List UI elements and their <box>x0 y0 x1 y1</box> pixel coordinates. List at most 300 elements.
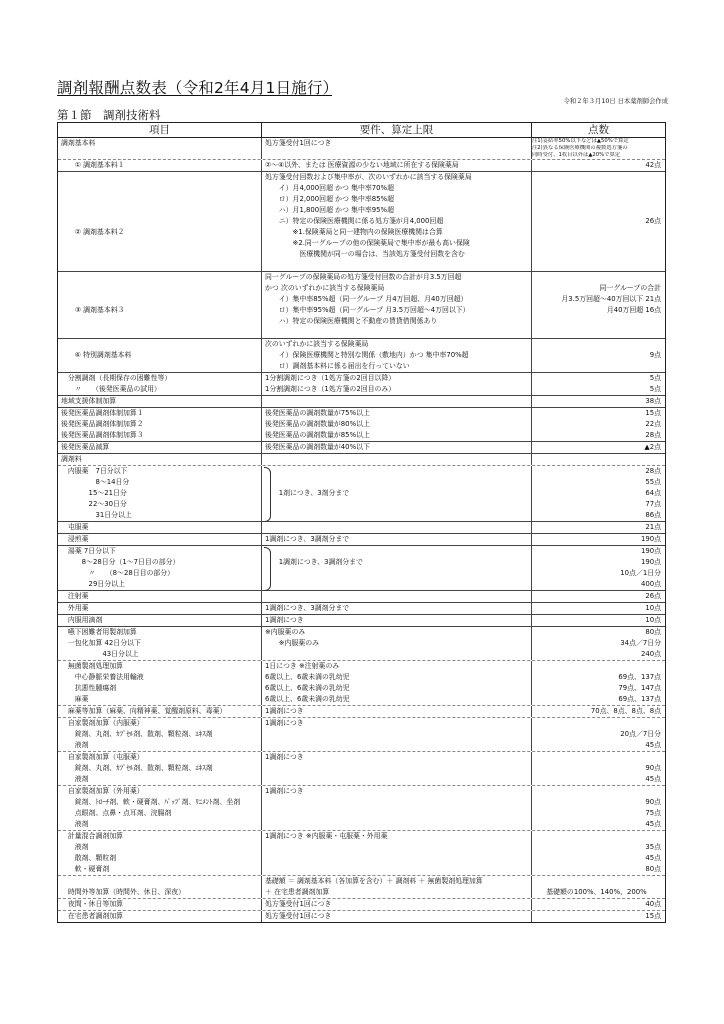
cell-line: 15点 <box>645 409 661 417</box>
cell-line: 1調剤につき <box>265 707 304 715</box>
cell-line: 液剤 <box>61 775 89 783</box>
cell-line <box>61 172 261 183</box>
cell-line: 8～28日分（1～7日目の部分） <box>61 558 180 566</box>
cell-line: 後発医薬品の調剤数量が85%以上 <box>265 431 370 439</box>
cell-line: 40点 <box>645 900 661 908</box>
cell-line <box>265 819 531 830</box>
points-cell <box>532 454 665 465</box>
cell-line <box>61 283 261 294</box>
cell-line <box>532 831 661 842</box>
requirement-cell <box>262 272 532 338</box>
table-row <box>58 454 665 466</box>
cell-line: 34点／7日分 <box>620 639 661 647</box>
cell-line <box>265 260 531 271</box>
cell-line: 1調剤につき <box>265 753 304 761</box>
cell-line <box>532 752 661 763</box>
cell-line: ※内服薬のみ <box>265 639 320 647</box>
table-body <box>58 138 665 922</box>
cell-line: 錠剤、ﾄﾛｰﾁ剤、軟・硬膏剤、ﾊﾟｯﾌﾟ剤、ﾘﾆﾒﾝﾄ剤、坐剤 <box>61 798 241 806</box>
cell-line <box>61 216 261 227</box>
cell-line: 液剤 <box>61 820 89 828</box>
cell-line: 注1)妥結率50%以下などは▲50%で算定 <box>532 138 629 144</box>
cell-line: 後発医薬品の調剤数量が80%以上 <box>265 420 370 428</box>
points-cell <box>532 661 665 705</box>
cell-line: 64点 <box>645 489 661 497</box>
cell-line: 10点 <box>645 616 661 624</box>
cell-line: 400点 <box>640 580 661 588</box>
item-cell <box>58 408 262 441</box>
cell-line: 45点 <box>645 775 661 783</box>
cell-line: 液剤 <box>61 843 89 851</box>
cell-line: 26点 <box>645 217 661 225</box>
section-heading: 第１節 調剤技術料 <box>57 108 161 122</box>
cell-line: 1調剤につき、3調剤分まで <box>265 558 363 566</box>
cell-line <box>265 454 531 465</box>
cell-line: 190点 <box>640 547 661 555</box>
cell-line: 1調剤につき、3調剤分まで <box>265 604 350 612</box>
requirement-cell <box>262 591 532 602</box>
cell-line <box>265 510 531 521</box>
cell-line: ②～④以外、または 医療資源の少ない地域に所在する保険薬局 <box>265 161 459 169</box>
item-cell <box>58 339 262 372</box>
cell-line: 1剤につき、3剤分まで <box>265 489 350 497</box>
table-row <box>58 831 665 876</box>
cell-line <box>265 808 531 819</box>
cell-line: 湯薬 7日分以下 <box>61 547 116 555</box>
cell-line: 点眼剤、点鼻・点耳剤、浣腸剤 <box>61 809 172 817</box>
item-cell <box>58 718 262 751</box>
cell-line: 調剤基本料 <box>61 139 96 147</box>
cell-line: 1調剤につき <box>265 787 304 795</box>
cell-line: 22～30日分 <box>61 500 127 508</box>
cell-line: 注2)異なる保険医療機関の複数処方箋の <box>532 145 628 151</box>
cell-line: 10点／1日分 <box>620 569 661 577</box>
cell-line <box>265 649 531 660</box>
table-row <box>58 603 665 615</box>
points-cell <box>532 899 665 910</box>
item-cell <box>58 272 262 338</box>
points-cell <box>532 718 665 751</box>
cell-line: 月3.5万回超～40万回以下 21点 <box>561 295 661 303</box>
requirement-cell <box>262 138 532 159</box>
points-cell <box>532 396 665 407</box>
table-row <box>58 172 665 272</box>
item-cell <box>58 661 262 705</box>
cell-line <box>265 763 531 774</box>
cell-line: 内服薬 7日分以下 <box>61 467 128 475</box>
cell-line <box>265 797 531 808</box>
table-row <box>58 786 665 831</box>
cell-line: 錠剤、丸剤、ｶﾌﾟｾﾙ剤、散剤、顆粒剤、ｴｷｽ剤 <box>61 764 213 772</box>
cell-line: 28点 <box>645 431 661 439</box>
cell-line: 外用薬 <box>61 604 89 612</box>
cell-line <box>265 522 531 533</box>
date-note: 令和２年３月10日 日本薬剤師会作成 <box>563 98 668 105</box>
item-cell <box>58 615 262 626</box>
table-row <box>58 591 665 603</box>
cell-line <box>265 740 531 751</box>
cell-line: 後発医薬品調剤体制加算３ <box>61 431 144 439</box>
cell-line <box>532 238 661 249</box>
requirement-cell <box>262 172 532 271</box>
cell-line: 15～21日分 <box>61 489 127 497</box>
cell-line: 注射薬 <box>61 592 89 600</box>
cell-line: 後発医薬品の調剤数量が40%以下 <box>265 443 370 451</box>
item-cell <box>58 911 262 922</box>
cell-line <box>532 454 661 465</box>
cell-line: 5点 <box>649 385 661 393</box>
points-cell <box>532 534 665 545</box>
cell-line: 一包化加算 42日分以下 <box>61 639 141 647</box>
table-row <box>58 752 665 786</box>
cell-line: 31日分以上 <box>61 511 132 519</box>
cell-line: 190点 <box>640 558 661 566</box>
points-cell <box>532 752 665 785</box>
requirement-cell <box>262 706 532 717</box>
cell-line: イ）月4,000回超 かつ 集中率70%超 <box>265 184 394 192</box>
cell-line: 内服用滴剤 <box>61 616 103 624</box>
cell-line: 240点 <box>640 650 661 658</box>
cell-line: ① 調剤基本料１ <box>61 161 125 169</box>
cell-line: 80点 <box>645 628 661 636</box>
cell-line: 自家製剤加算（内服薬） <box>61 719 144 727</box>
cell-line <box>61 183 261 194</box>
item-cell <box>58 899 262 910</box>
cell-line: 22点 <box>645 420 661 428</box>
table-row <box>58 718 665 752</box>
cell-line: 散剤、顆粒剤 <box>61 854 117 862</box>
cell-line: 5点 <box>649 374 661 382</box>
requirement-cell <box>262 615 532 626</box>
cell-line: 1調剤につき ※内服薬・屯服薬・外用薬 <box>265 832 388 840</box>
cell-line: イ）保険医療機関と特別な関係（敷地内）かつ 集中率70%超 <box>265 351 469 359</box>
table-row <box>58 706 665 718</box>
cell-line: 屯服薬 <box>61 523 89 531</box>
points-cell <box>532 786 665 830</box>
cell-line <box>265 591 531 602</box>
cell-line: 無菌製剤処理加算 <box>61 662 124 670</box>
header-points: 点数 <box>588 124 609 136</box>
cell-line: 6歳以上、6歳未満の乳幼児 <box>265 673 350 681</box>
cell-line: 21点 <box>645 523 661 531</box>
cell-line: 〃 （後発医薬品の試用） <box>61 385 161 393</box>
cell-line: 69点、137点 <box>618 673 661 681</box>
cell-line: ③ 調剤基本料３ <box>61 306 125 314</box>
cell-line: 90点 <box>645 798 661 806</box>
cell-line <box>61 339 261 350</box>
cell-line <box>532 272 661 283</box>
cell-line: 29日分以上 <box>61 580 125 588</box>
item-cell <box>58 396 262 407</box>
table-row <box>58 899 665 911</box>
requirement-cell <box>262 718 532 751</box>
cell-line: 中心静脈栄養法用輸液 <box>61 673 144 681</box>
cell-line: ロ）集中率95%超（同一グループ 月3.5万回超～4万回以下） <box>265 306 470 314</box>
cell-line <box>61 249 261 260</box>
item-cell <box>58 591 262 602</box>
cell-line: 45点 <box>645 820 661 828</box>
table-row <box>58 522 665 534</box>
cell-line <box>265 774 531 785</box>
item-cell <box>58 546 262 590</box>
cell-line: 1日につき ※注射薬のみ <box>265 662 340 670</box>
cell-line: 錠剤、丸剤、ｶﾌﾟｾﾙ剤、散剤、顆粒剤、ｴｷｽ剤 <box>61 730 213 738</box>
cell-line <box>532 172 661 183</box>
points-cell <box>532 442 665 453</box>
item-cell <box>58 627 262 660</box>
requirement-cell <box>262 603 532 614</box>
cell-line <box>265 396 531 407</box>
item-cell <box>58 831 262 875</box>
points-cell <box>532 615 665 626</box>
cell-line: 10点 <box>645 604 661 612</box>
cell-line: 86点 <box>645 511 661 519</box>
requirement-cell <box>262 899 532 910</box>
cell-line: 1分割調剤につき（1処方箋の2回目のみ） <box>265 385 396 393</box>
points-cell <box>532 172 665 271</box>
cell-line: 190点 <box>640 535 661 543</box>
requirement-cell <box>262 522 532 533</box>
cell-line: 次のいずれかに該当する保険薬局 <box>265 340 369 348</box>
points-cell <box>532 627 665 660</box>
table-row <box>58 408 665 442</box>
cell-line: 麻薬等加算（麻薬、向精神薬、覚醒剤原料、毒薬） <box>61 707 227 715</box>
cell-line: 35点 <box>645 843 661 851</box>
cell-line <box>265 864 531 875</box>
cell-line <box>532 339 661 350</box>
cell-line <box>61 260 261 271</box>
cell-line: ② 調剤基本料２ <box>61 228 125 236</box>
cell-line <box>532 260 661 271</box>
requirement-cell <box>262 831 532 875</box>
points-cell <box>532 160 665 171</box>
cell-line: 地域支援体制加算 <box>61 397 117 405</box>
table-row <box>58 534 665 546</box>
table-row <box>58 272 665 339</box>
cell-line: 42点 <box>645 161 661 169</box>
cell-line <box>61 238 261 249</box>
cell-line: 同時受付、1枚目以外は▲20%で算定 <box>532 152 621 158</box>
cell-line: 8～14日分 <box>61 478 130 486</box>
cell-line <box>532 327 661 338</box>
cell-line: 6歳以上、6歳未満の乳幼児 <box>265 695 350 703</box>
points-cell <box>532 831 665 875</box>
cell-line: 処方箋受付1回につき <box>265 139 332 147</box>
requirement-cell <box>262 466 532 521</box>
item-cell <box>58 373 262 395</box>
cell-line: 20点／7日分 <box>620 730 661 738</box>
points-cell <box>532 911 665 922</box>
cell-line: 1調剤につき、3調剤分まで <box>265 535 350 543</box>
requirement-cell <box>262 408 532 441</box>
item-cell <box>58 442 262 453</box>
cell-line <box>61 327 261 338</box>
cell-line: 夜間・休日等加算 <box>61 900 124 908</box>
cell-line: 処方箋受付1回につき <box>265 900 332 908</box>
cell-line: ※内服薬のみ <box>265 628 306 636</box>
cell-line: ロ）調剤基本料に係る届出を行っていない <box>265 362 410 370</box>
cell-line: 抗悪性腫瘍剤 <box>61 684 117 692</box>
points-cell <box>532 408 665 441</box>
requirement-cell <box>262 876 532 898</box>
cell-line: 1調剤につき <box>265 719 304 727</box>
cell-line: 在宅患者調剤加算 <box>61 912 124 920</box>
cell-line <box>265 327 531 338</box>
cell-line <box>532 316 661 327</box>
table-row <box>58 876 665 899</box>
table-row <box>58 160 665 172</box>
cell-line: 後発医薬品の調剤数量が75%以上 <box>265 409 370 417</box>
item-cell <box>58 752 262 785</box>
cell-line <box>532 361 661 372</box>
points-cell <box>532 706 665 717</box>
cell-line: 同一グループの保険薬局の処方箋受付回数の合計が月3.5万回超 <box>265 273 462 281</box>
header-requirements: 要件、算定上限 <box>262 123 532 137</box>
cell-line: 45点 <box>645 741 661 749</box>
cell-line: 77点 <box>645 500 661 508</box>
item-cell <box>58 138 262 159</box>
requirement-cell <box>262 160 532 171</box>
cell-line <box>265 477 531 488</box>
requirement-cell <box>262 911 532 922</box>
requirement-cell <box>262 546 532 590</box>
brace-mark <box>264 467 271 522</box>
cell-line <box>61 294 261 305</box>
cell-line: 後発医薬品減算 <box>61 443 110 451</box>
cell-line: かつ 次のいずれかに該当する保険薬局 <box>265 284 385 292</box>
cell-line <box>265 853 531 864</box>
cell-line: 38点 <box>645 397 661 405</box>
cell-line: 69点、137点 <box>618 695 661 703</box>
item-cell <box>58 160 262 171</box>
cell-line: ニ）特定の保険医療機関に係る処方箋が月4,000回超 <box>265 217 444 225</box>
cell-line: 26点 <box>645 592 661 600</box>
cell-line: 麻薬 <box>61 695 89 703</box>
cell-line: イ）集中率85%超（同一グループ 月4万回超、月40万回超） <box>265 295 468 303</box>
cell-line <box>265 546 531 557</box>
cell-line: 同一グループの合計 <box>599 284 661 292</box>
requirement-cell <box>262 396 532 407</box>
cell-line: 自家製剤加算（外用薬） <box>61 787 144 795</box>
cell-line <box>532 227 661 238</box>
item-cell <box>58 534 262 545</box>
cell-line <box>61 316 261 327</box>
cell-line <box>265 499 531 510</box>
cell-line <box>532 194 661 205</box>
cell-line <box>61 876 261 887</box>
cell-line: ▲2点 <box>644 443 661 451</box>
cell-line: 医療機関が同一の場合は、当該処方箋受付回数を含む <box>265 250 465 258</box>
cell-line: 45点 <box>645 854 661 862</box>
table-row <box>58 661 665 706</box>
title-underline <box>57 95 332 96</box>
points-cell <box>532 876 665 898</box>
cell-line: ④ 特別調剤基本料 <box>61 351 132 359</box>
cell-line: 〃 （8～28日目の部分） <box>61 569 175 577</box>
cell-line <box>265 466 531 477</box>
cell-line: 28点 <box>645 467 661 475</box>
cell-line: 処方箋受付回数および集中率が、次のいずれかに該当する保険薬局 <box>265 173 472 181</box>
table-row <box>58 442 665 454</box>
cell-line <box>265 842 531 853</box>
page-title: 調剤報酬点数表（令和2年4月1日施行） <box>57 79 339 97</box>
cell-line: ＋ 在宅患者調剤加算 <box>265 888 330 896</box>
cell-line: 後発医薬品調剤体制加算２ <box>61 420 144 428</box>
points-cell <box>532 466 665 521</box>
item-cell <box>58 876 262 898</box>
cell-line: 1調剤につき <box>265 616 304 624</box>
cell-line <box>61 272 261 283</box>
cell-line: 後発医薬品調剤体制加算１ <box>61 409 144 417</box>
cell-line <box>532 718 661 729</box>
table-row <box>58 466 665 522</box>
cell-line: 嚥下困難者用製剤加算 <box>61 628 137 636</box>
cell-line <box>265 568 531 579</box>
cell-line: 月40万回超 16点 <box>606 306 661 314</box>
item-cell <box>58 706 262 717</box>
item-cell <box>58 466 262 521</box>
cell-line <box>532 876 661 887</box>
requirement-cell <box>262 786 532 830</box>
table-row <box>58 546 665 591</box>
requirement-cell <box>262 373 532 395</box>
cell-line: 基礎額 ＝ 調剤基本料（各加算を含む）＋ 調剤料 ＋ 無菌製剤処理加算 <box>265 877 483 885</box>
requirement-cell <box>262 661 532 705</box>
cell-line: 軟・硬膏剤 <box>61 865 110 873</box>
cell-line: 70点、8点、8点、8点 <box>590 707 661 715</box>
requirement-cell <box>262 442 532 453</box>
table-row <box>58 138 665 160</box>
requirement-cell <box>262 454 532 465</box>
cell-line: 液剤 <box>61 741 89 749</box>
cell-line: 75点 <box>645 809 661 817</box>
cell-line <box>532 249 661 260</box>
cell-line: 処方箋受付1回につき <box>265 912 332 920</box>
cell-line: ※2.同一グループの他の保険薬局で集中率が最も高い保険 <box>265 239 470 247</box>
cell-line <box>61 205 261 216</box>
cell-line <box>532 786 661 797</box>
brace-mark <box>264 547 271 591</box>
table-row <box>58 627 665 661</box>
points-cell <box>532 591 665 602</box>
points-cell <box>532 339 665 372</box>
points-cell <box>532 272 665 338</box>
item-cell <box>58 603 262 614</box>
item-cell <box>58 172 262 271</box>
cell-line <box>61 194 261 205</box>
cell-line: 55点 <box>645 478 661 486</box>
header-item: 項目 <box>58 123 262 137</box>
table-row <box>58 911 665 922</box>
cell-line: 自家製剤加算（屯服薬） <box>61 753 144 761</box>
cell-line <box>532 661 661 672</box>
requirement-cell <box>262 752 532 785</box>
points-cell <box>532 522 665 533</box>
cell-line: ※1.保険薬局と同一建物内の保険医療機関は合算 <box>265 228 443 236</box>
cell-line: ハ）月1,800回超 かつ 集中率95%超 <box>265 206 394 214</box>
requirement-cell <box>262 339 532 372</box>
points-cell <box>532 138 665 159</box>
points-cell <box>532 603 665 614</box>
cell-line: 6歳以上、6歳未満の乳幼児 <box>265 684 350 692</box>
requirement-cell <box>262 627 532 660</box>
table-row <box>58 373 665 396</box>
cell-line: 15点 <box>645 912 661 920</box>
item-cell <box>58 522 262 533</box>
item-cell <box>58 454 262 465</box>
cell-line: 80点 <box>645 865 661 873</box>
cell-line: 時間外等加算（時間外、休日、深夜） <box>61 888 186 896</box>
